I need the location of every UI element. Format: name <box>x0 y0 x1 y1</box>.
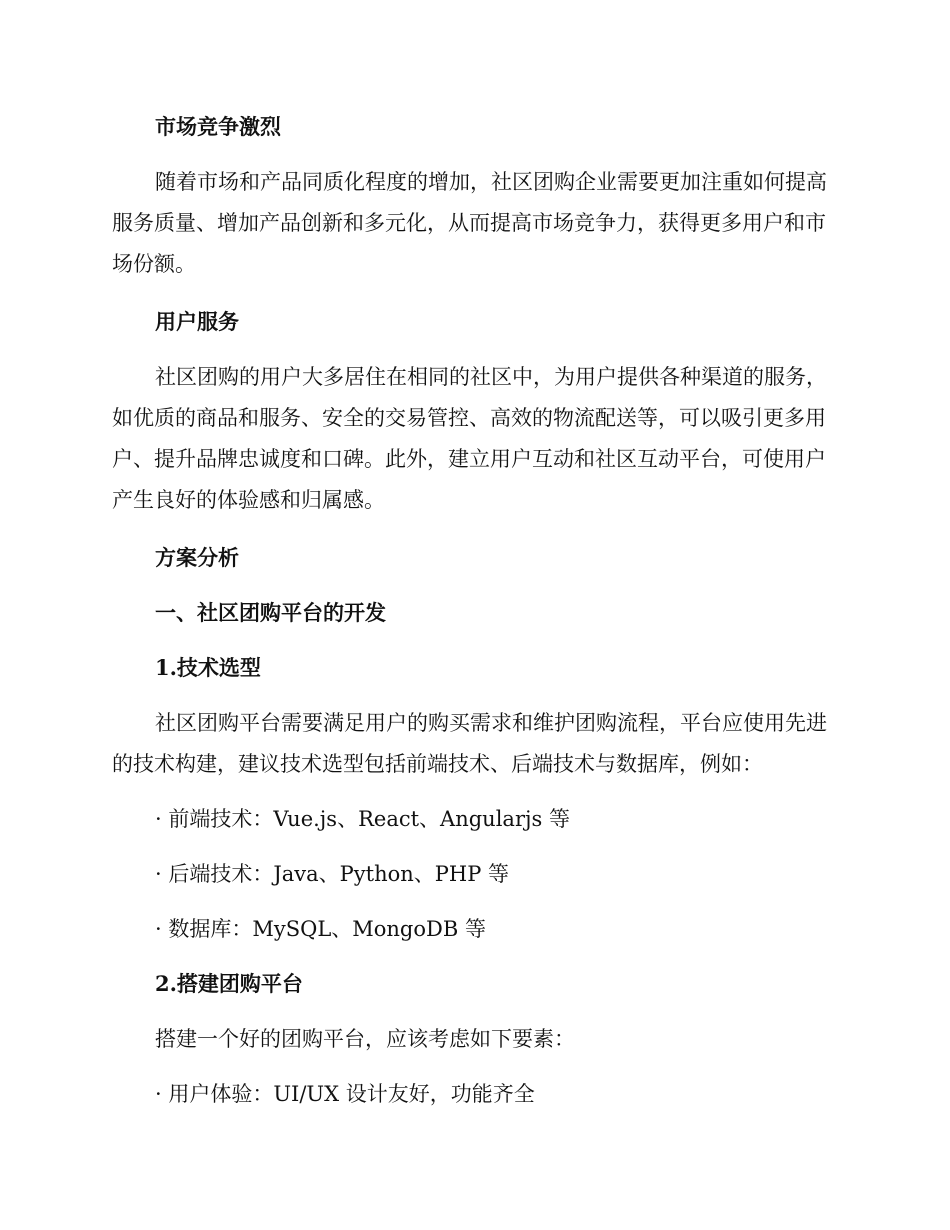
build-platform-heading: 2.搭建团购平台 <box>155 971 303 996</box>
tech-selection-paragraph: 社区团购平台需要满足用户的购买需求和维护团购流程，平台应使用先进的技术构建，建议技术选型包括前端技术、后端技术与数据库，例如： <box>112 711 827 776</box>
platform-development-heading: 一、社区团购平台的开发 <box>155 600 386 625</box>
market-competition-heading: 市场竞争激烈 <box>155 114 281 139</box>
tech-item-backend: · 后端技术：Java、Python、PHP 等 <box>155 862 510 886</box>
plan-analysis-heading: 方案分析 <box>155 545 239 570</box>
user-service-paragraph: 社区团购的用户大多居住在相同的社区中，为用户提供各种渠道的服务，如优质的商品和服务、安全的交易管控、高效的物流配送等，可以吸引更多用户、提升品牌忠诚度和口碑。此外，建立用户互动和社区互动平台，可使用户产生良好的体验感和归属感。 <box>112 365 827 512</box>
build-platform-paragraph: 搭建一个好的团购平台，应该考虑如下要素： <box>155 1027 575 1051</box>
tech-item-database: · 数据库：MySQL、MongoDB 等 <box>155 917 486 941</box>
user-service-heading: 用户服务 <box>155 309 239 334</box>
market-competition-paragraph: 随着市场和产品同质化程度的增加，社区团购企业需要更加注重如何提高服务质量、增加产品创新和多元化，从而提高市场竞争力，获得更多用户和市场份额。 <box>112 170 827 276</box>
tech-selection-heading: 1.技术选型 <box>155 655 261 680</box>
tech-item-frontend: · 前端技术：Vue.js、React、Angularjs 等 <box>155 807 570 831</box>
build-item-user-experience: · 用户体验：UI/UX 设计友好，功能齐全 <box>155 1082 535 1106</box>
